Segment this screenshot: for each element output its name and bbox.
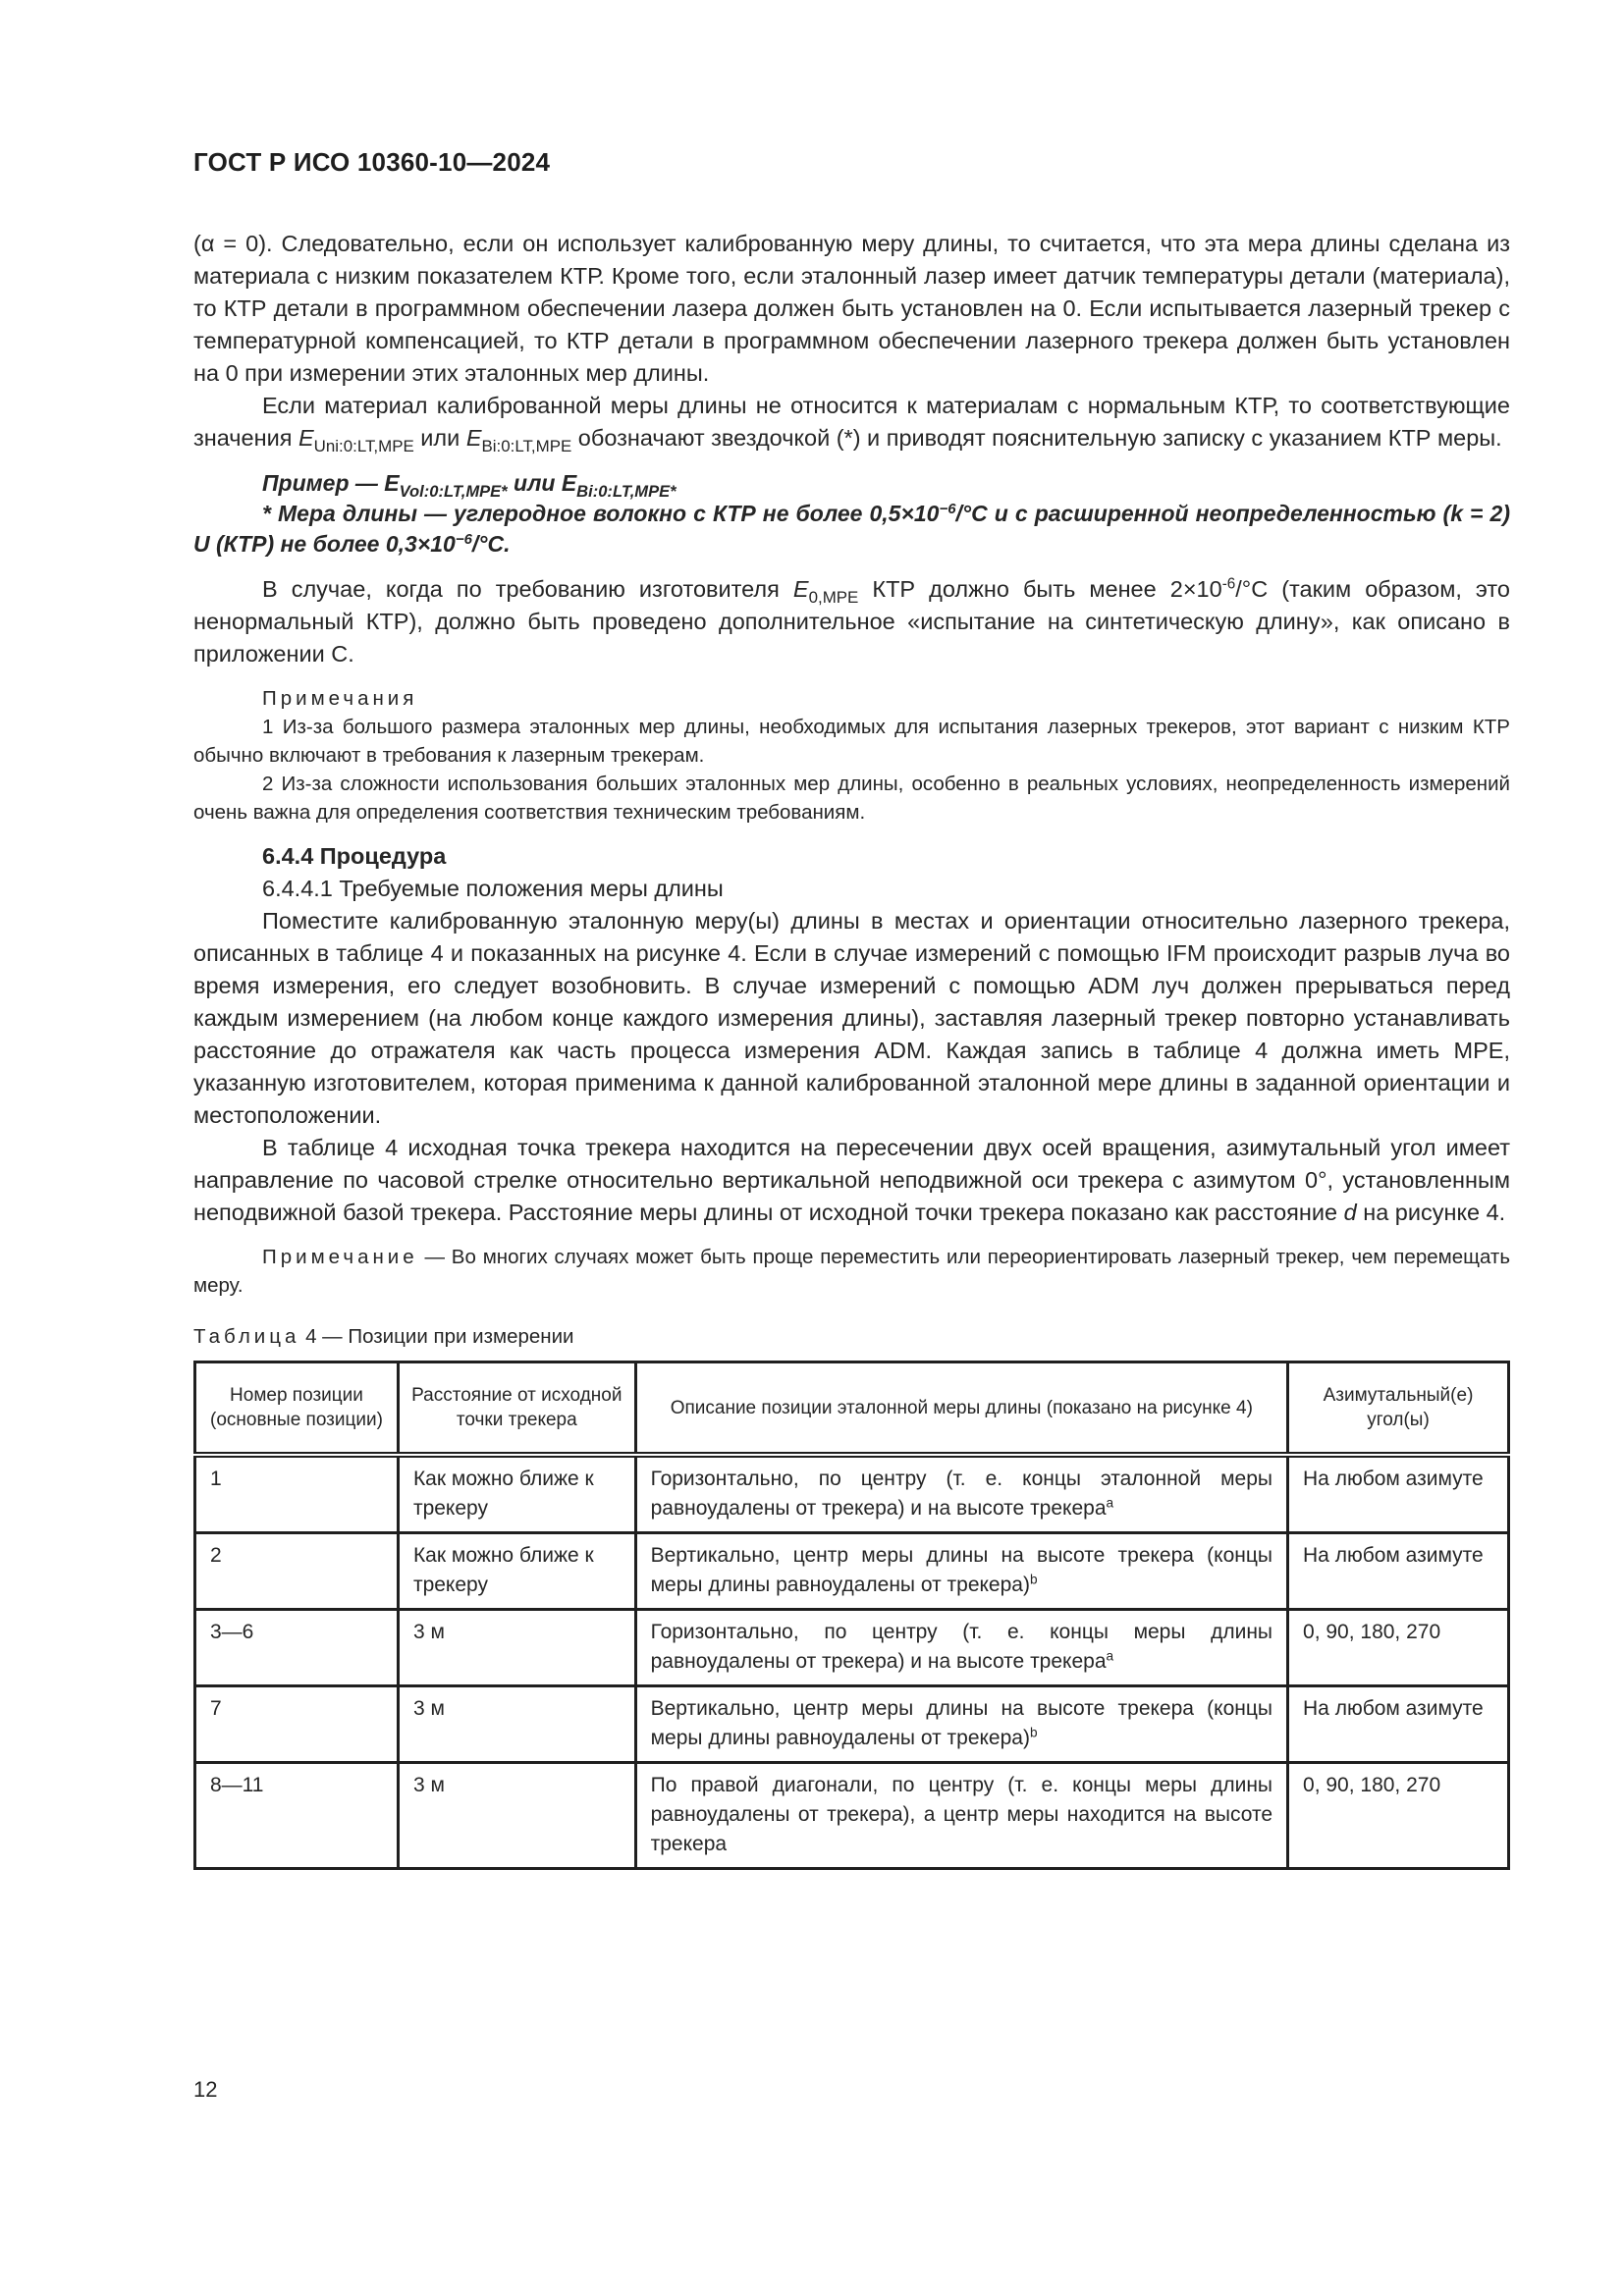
symbol-e: E	[384, 470, 400, 496]
table-caption	[193, 1323, 1510, 1351]
text-run: на рисунке 4.	[1356, 1200, 1506, 1225]
spacer	[193, 1300, 1510, 1323]
footnote-marker: b	[1029, 1572, 1038, 1587]
text-run: * Мера длины — углеродное волокно с КТР не более 0,5×10	[262, 501, 940, 526]
table-row	[195, 1455, 1509, 1533]
table-row	[195, 1610, 1509, 1686]
page-number: 12	[193, 2077, 218, 2102]
cell-position: 2	[195, 1533, 399, 1610]
note-item-2: 2 Из-за сложности использования больших эталонных мер длины, особенно в реальных условиях, неопределенность измерений очень важна для определения соответствия техническим требованиям.	[193, 773, 1510, 824]
cell-description	[635, 1686, 1287, 1763]
column-header-description: Описание позиции эталонной меры длины (показано на рисунке 4)	[635, 1362, 1287, 1456]
cell-position: 3—6	[195, 1610, 399, 1686]
column-header-distance: Расстояние от исходной точки трекера	[398, 1362, 635, 1456]
text-run: В случае, когда по требованию изготовителя	[262, 576, 793, 602]
cell-description	[635, 1533, 1287, 1610]
single-note	[193, 1243, 1510, 1300]
paragraph-ctr-zero: (α = 0). Следовательно, если он использует калиброванную меру длины, то считается, что эта мера длины сделана из материала с низким показателем КТР. Кроме того, если эталонный лазер имеет датчик температуры детали (материала), то КТР детали в программном обеспечении лазера должен быть установлен на 0. Если испытывается лазерный трекер с температурной компенсацией, то КТР детали в программном обеспечении лазерного трекера должен быть установлен на 0 при измерении этих эталонных мер длины.	[193, 231, 1510, 386]
text-run: В таблице 4 исходная точка трекера находится на пересечении двух осей вращения, азимутальный угол имеет направление по часовой стрелке относительно вертикальной неподвижной оси трекера с азимутом 0°, установленным неподвижной базой трекера. Расстояние меры длины от исходной точки трекера показано как расстояние	[193, 1135, 1510, 1225]
cell-azimuth: 0, 90, 180, 270	[1288, 1610, 1509, 1686]
table-header-row	[195, 1362, 1509, 1456]
text-run: или	[507, 470, 562, 496]
cell-distance: Как можно ближе к трекеру	[398, 1455, 635, 1533]
superscript: −6	[939, 500, 956, 517]
symbol-e: E	[298, 425, 314, 451]
footnote-marker: a	[1106, 1495, 1114, 1511]
superscript: −6	[455, 530, 472, 548]
subscript: Uni:0:LT,MPE	[313, 436, 414, 455]
cell-azimuth: На любом азимуте	[1288, 1533, 1509, 1610]
subscript: Vol:0:LT,MPE*	[399, 481, 508, 501]
cell-position: 1	[195, 1455, 399, 1533]
example-title	[193, 468, 1510, 499]
cell-distance: 3 м	[398, 1686, 635, 1763]
text-run: или	[413, 425, 466, 451]
cell-distance: Как можно ближе к трекеру	[398, 1533, 635, 1610]
cell-position: 7	[195, 1686, 399, 1763]
text-run: /°C (таким образом, это ненормальный КТР), должно быть проведено дополнительное «испытание на синтетическую длину», как описано в приложении C.	[193, 576, 1510, 667]
spacer	[193, 827, 1510, 840]
table-caption-label: Таблица	[193, 1325, 300, 1348]
symbol-e: E	[465, 425, 482, 451]
paragraph-synthetic-length	[193, 573, 1510, 670]
text-run: Если материал калиброванной меры длины не относится к материалам с нормальным КТР, то соответствующие значения	[193, 393, 1510, 451]
cell-description	[635, 1763, 1287, 1869]
note-label: Примечание	[262, 1246, 418, 1268]
page-content	[193, 228, 1510, 1870]
document-header: ГОСТ Р ИСО 10360-10—2024	[193, 147, 551, 177]
example-footnote	[193, 499, 1510, 560]
footnote-marker: b	[1029, 1725, 1038, 1740]
symbol-e: E	[792, 576, 809, 602]
column-header-azimuth: Азимутальный(е) угол(ы)	[1288, 1362, 1509, 1456]
subscript: Bi:0:LT,MPE*	[576, 481, 677, 501]
paragraph-abnormal-ctr	[193, 390, 1510, 454]
footnote-marker: a	[1106, 1648, 1114, 1664]
cell-position: 8—11	[195, 1763, 399, 1869]
cell-description	[635, 1455, 1287, 1533]
superscript: -6	[1221, 575, 1236, 593]
subscript: Bi:0:LT,MPE	[481, 436, 572, 455]
cell-distance: 3 м	[398, 1610, 635, 1686]
description-text: Вертикально, центр меры длины на высоте трекера (концы меры длины равноудалены от трекера)	[650, 1697, 1273, 1749]
variable-d: d	[1343, 1200, 1357, 1225]
description-text: Вертикально, центр меры длины на высоте трекера (концы меры длины равноудалены от трекера)	[650, 1544, 1273, 1596]
symbol-e: E	[561, 470, 577, 496]
paragraph-placement: Поместите калиброванную эталонную меру(ы) длины в местах и ориентации относительно лазерного трекера, описанных в таблице 4 и показанных на рисунке 4. Если в случае измерений с помощью IFM происходит разрыв луча во время измерения, его следует возобновить. В случае измерений с помощью ADM луч должен прерываться перед каждым измерением (на любом конце каждого измерения длины), заставляя лазерный трекер повторно устанавливать расстояние до отражателя как часть процесса измерения ADM. Каждая запись в таблице 4 должна иметь MPE, указанную изготовителем, которая применима к данной калиброванной эталонной мере длины в заданной ориентации и местоположении.	[193, 908, 1510, 1128]
subsection-heading: 6.4.4.1 Требуемые положения меры длины	[262, 876, 724, 901]
spacer	[193, 670, 1510, 684]
spacer	[193, 1229, 1510, 1243]
description-text: Горизонтально, по центру (т. е. концы меры длины равноудалены от трекера) и на высоте трекера	[650, 1621, 1273, 1673]
paragraph-origin	[193, 1132, 1510, 1229]
description-text: Горизонтально, по центру (т. е. концы эталонной меры равноудалены от трекера) и на высоте трекера	[650, 1468, 1273, 1520]
spacer	[193, 454, 1510, 468]
section-heading: 6.4.4 Процедура	[262, 843, 447, 869]
text-run: обозначают звездочкой (*) и приводят пояснительную записку с указанием КТР меры.	[571, 425, 1502, 451]
subscript: 0,MPE	[808, 587, 859, 607]
column-header-position: Номер позиции (основные позиции)	[195, 1362, 399, 1456]
note-item-1: 1 Из-за большого размера эталонных мер длины, необходимых для испытания лазерных трекеров, этот вариант с низким КТР обычно включают в требования к лазерным трекерам.	[193, 716, 1510, 767]
table-row	[195, 1763, 1509, 1869]
table-row	[195, 1686, 1509, 1763]
cell-description	[635, 1610, 1287, 1686]
notes-title: Примечания	[262, 687, 418, 710]
cell-azimuth: 0, 90, 180, 270	[1288, 1763, 1509, 1869]
cell-azimuth: На любом азимуте	[1288, 1455, 1509, 1533]
text-run: /°C.	[471, 531, 511, 557]
cell-azimuth: На любом азимуте	[1288, 1686, 1509, 1763]
example-label: Пример —	[262, 470, 385, 496]
table-row	[195, 1533, 1509, 1610]
text-run: КТР должно быть менее 2×10	[858, 576, 1222, 602]
spacer	[193, 560, 1510, 573]
text-run: /°C и с расширенной неопределенностью (k = 2) U (КТР) не более 0,3×10	[193, 501, 1510, 557]
note-text: — Во многих случаях может быть проще переместить или переориентировать лазерный трекер, чем перемещать меру.	[193, 1246, 1510, 1297]
table-caption-text: 4 — Позиции при измерении	[299, 1325, 574, 1348]
positions-table	[193, 1361, 1510, 1870]
cell-distance: 3 м	[398, 1763, 635, 1869]
description-text: По правой диагонали, по центру (т. е. концы меры длины равноудалены от трекера), а центр меры находится на высоте трекера	[650, 1774, 1273, 1855]
